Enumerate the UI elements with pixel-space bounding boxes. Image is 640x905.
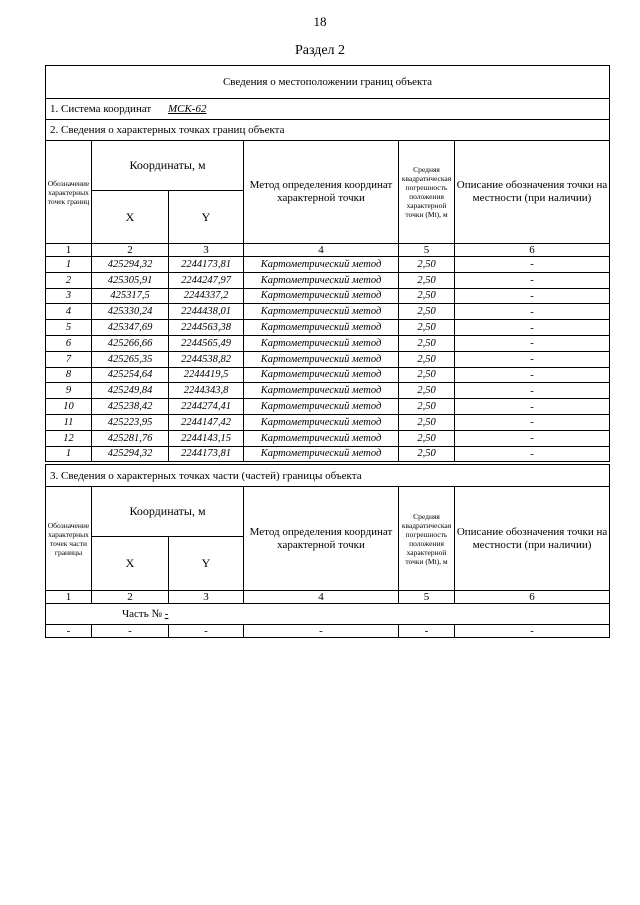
col-number: 5: [399, 591, 455, 604]
method-cell: Картометрический метод: [244, 272, 399, 288]
header-point-id: Обозначение характерных точек границ: [46, 141, 92, 244]
x-cell: 425281,76: [92, 430, 169, 446]
method-cell: Картометрический метод: [244, 399, 399, 415]
error-cell: 2,50: [399, 351, 455, 367]
table-title: Сведения о местоположении границ объекта: [46, 66, 610, 99]
point-id-cell: 12: [46, 430, 92, 446]
table-row: [46, 414, 610, 430]
table-row: [46, 383, 610, 399]
header-y: Y: [169, 537, 244, 591]
method-cell: Картометрический метод: [244, 383, 399, 399]
y-cell: 2244419,5: [169, 367, 244, 383]
page-number: 18: [313, 14, 327, 29]
y-cell: 2244343,8: [169, 383, 244, 399]
description-cell: -: [455, 288, 610, 304]
part-cell: -: [46, 625, 92, 638]
col-number: 6: [455, 591, 610, 604]
y-cell: 2244173,81: [169, 257, 244, 273]
header-error: Средняя квадратическая погрешность положения характерной точки (Mt), м: [399, 141, 455, 244]
header-description: Описание обозначения точки на местности (при наличии): [455, 487, 610, 591]
x-cell: 425347,69: [92, 320, 169, 336]
error-cell: 2,50: [399, 257, 455, 273]
col-number: 2: [92, 591, 169, 604]
method-cell: Картометрический метод: [244, 367, 399, 383]
description-cell: -: [455, 272, 610, 288]
x-cell: 425294,32: [92, 446, 169, 462]
col-number: 2: [92, 244, 169, 257]
error-cell: 2,50: [399, 320, 455, 336]
table-row: [46, 399, 610, 415]
point-id-cell: 3: [46, 288, 92, 304]
header-method: Метод определения координат характерной точки: [244, 141, 399, 244]
description-cell: -: [455, 414, 610, 430]
col-number: 3: [169, 244, 244, 257]
table-row: [46, 272, 610, 288]
col-number: 3: [169, 591, 244, 604]
header-error: Средняя квадратическая погрешность положения характерной точки (Mt), м: [399, 487, 455, 591]
y-cell: 2244147,42: [169, 414, 244, 430]
point-id-cell: 8: [46, 367, 92, 383]
point-id-cell: 1: [46, 446, 92, 462]
coord-system-value: МСК-62: [167, 103, 207, 115]
header-coords: Координаты, м: [92, 141, 244, 191]
header-y: Y: [169, 191, 244, 244]
description-cell: -: [455, 430, 610, 446]
description-cell: -: [455, 320, 610, 336]
part-cell: -: [399, 625, 455, 638]
error-cell: 2,50: [399, 414, 455, 430]
col-number: 4: [244, 244, 399, 257]
x-cell: 425265,35: [92, 351, 169, 367]
error-cell: 2,50: [399, 446, 455, 462]
section-title: Раздел 2: [294, 43, 346, 58]
description-cell: -: [455, 399, 610, 415]
col-number: 4: [244, 591, 399, 604]
x-cell: 425266,66: [92, 335, 169, 351]
error-cell: 2,50: [399, 272, 455, 288]
description-cell: -: [455, 257, 610, 273]
header-x: X: [92, 191, 169, 244]
part-row: [46, 604, 610, 625]
y-cell: 2244143,15: [169, 430, 244, 446]
part-cell: -: [455, 625, 610, 638]
table-row: [46, 446, 610, 462]
boundary-table: [45, 65, 610, 462]
x-cell: 425330,24: [92, 304, 169, 320]
col-number: 5: [399, 244, 455, 257]
part-value: -: [164, 608, 169, 620]
table-row: [46, 304, 610, 320]
method-cell: Картометрический метод: [244, 288, 399, 304]
error-cell: 2,50: [399, 399, 455, 415]
header-x: X: [92, 537, 169, 591]
method-cell: Картометрический метод: [244, 304, 399, 320]
method-cell: Картометрический метод: [244, 430, 399, 446]
error-cell: 2,50: [399, 304, 455, 320]
table-row: [46, 351, 610, 367]
part-cell: -: [92, 625, 169, 638]
table-row: [46, 288, 610, 304]
point-id-cell: 1: [46, 257, 92, 273]
header-coords: Координаты, м: [92, 487, 244, 537]
y-cell: 2244337,2: [169, 288, 244, 304]
x-cell: 425254,64: [92, 367, 169, 383]
description-cell: -: [455, 446, 610, 462]
description-cell: -: [455, 351, 610, 367]
part-cell: -: [169, 625, 244, 638]
y-cell: 2244274,41: [169, 399, 244, 415]
error-cell: 2,50: [399, 335, 455, 351]
error-cell: 2,50: [399, 430, 455, 446]
method-cell: Картометрический метод: [244, 351, 399, 367]
header-method: Метод определения координат характерной точки: [244, 487, 399, 591]
x-cell: 425223,95: [92, 414, 169, 430]
part-table: [45, 464, 610, 638]
error-cell: 2,50: [399, 288, 455, 304]
method-cell: Картометрический метод: [244, 414, 399, 430]
column-number-row: [46, 244, 610, 257]
part-data-row: [46, 625, 610, 638]
point-id-cell: 2: [46, 272, 92, 288]
x-cell: 425249,84: [92, 383, 169, 399]
table-row: [46, 320, 610, 336]
table-row: [46, 367, 610, 383]
point-id-cell: 11: [46, 414, 92, 430]
table-row: [46, 335, 610, 351]
x-cell: 425238,42: [92, 399, 169, 415]
point-id-cell: 7: [46, 351, 92, 367]
column-number-row: [46, 591, 610, 604]
table-row: [46, 257, 610, 273]
x-cell: 425317,5: [92, 288, 169, 304]
col-number: 1: [46, 244, 92, 257]
parts-heading: 3. Сведения о характерных точках части (частей) границы объекта: [46, 465, 610, 487]
x-cell: 425305,91: [92, 272, 169, 288]
y-cell: 2244565,49: [169, 335, 244, 351]
point-id-cell: 10: [46, 399, 92, 415]
coord-system-row: [46, 99, 610, 120]
method-cell: Картометрический метод: [244, 257, 399, 273]
error-cell: 2,50: [399, 367, 455, 383]
y-cell: 2244173,81: [169, 446, 244, 462]
col-number: 1: [46, 591, 92, 604]
method-cell: Картометрический метод: [244, 335, 399, 351]
header-description: Описание обозначения точки на местности (при наличии): [455, 141, 610, 244]
y-cell: 2244247,97: [169, 272, 244, 288]
points-heading: 2. Сведения о характерных точках границ объекта: [46, 120, 610, 141]
header-point-id-part: Обозначение характерных точек части границы: [46, 487, 92, 591]
part-label: Часть №: [122, 608, 162, 620]
method-cell: Картометрический метод: [244, 320, 399, 336]
x-cell: 425294,32: [92, 257, 169, 273]
coord-system-label: 1. Система координат: [50, 103, 152, 115]
table-row: [46, 430, 610, 446]
description-cell: -: [455, 383, 610, 399]
y-cell: 2244538,82: [169, 351, 244, 367]
point-id-cell: 6: [46, 335, 92, 351]
col-number: 6: [455, 244, 610, 257]
y-cell: 2244563,38: [169, 320, 244, 336]
y-cell: 2244438,01: [169, 304, 244, 320]
point-id-cell: 5: [46, 320, 92, 336]
description-cell: -: [455, 335, 610, 351]
point-id-cell: 9: [46, 383, 92, 399]
method-cell: Картометрический метод: [244, 446, 399, 462]
part-cell: -: [244, 625, 399, 638]
error-cell: 2,50: [399, 383, 455, 399]
point-id-cell: 4: [46, 304, 92, 320]
description-cell: -: [455, 367, 610, 383]
description-cell: -: [455, 304, 610, 320]
